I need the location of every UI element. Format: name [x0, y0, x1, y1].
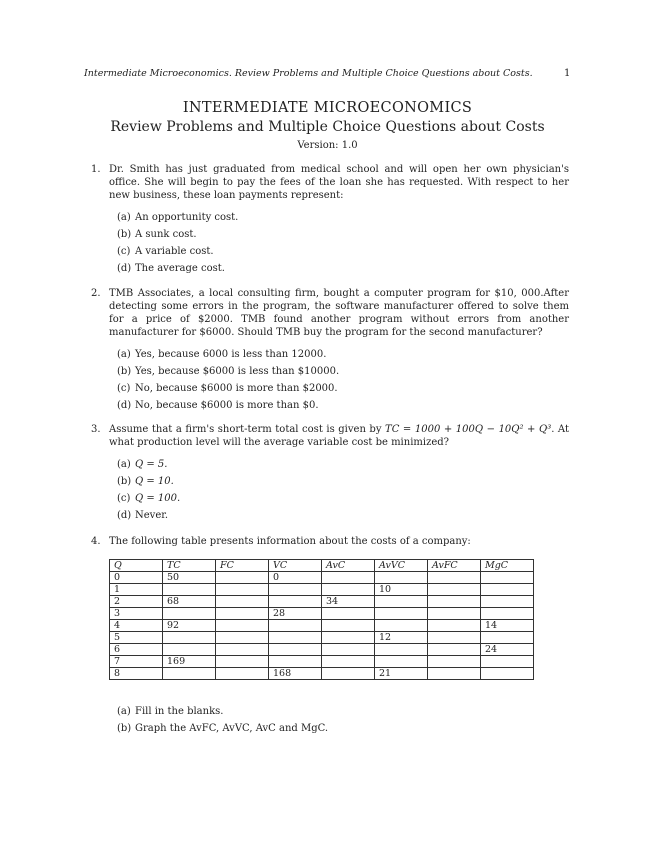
- question-number: 3.: [91, 424, 101, 435]
- option-a: (a) Fill in the blanks.: [117, 706, 224, 717]
- option-b: (b) Yes, because $6000 is less than $10000.: [117, 366, 340, 377]
- table-cell: [481, 596, 534, 608]
- table-cell: [481, 656, 534, 668]
- header-mgc: MgC: [481, 560, 534, 572]
- option-d: (d) The average cost.: [117, 263, 225, 274]
- table-cell: 168: [269, 668, 322, 680]
- table-cell: 0: [269, 572, 322, 584]
- table-cell: [428, 632, 481, 644]
- table-cell: 6: [110, 644, 163, 656]
- header-fc: FC: [216, 560, 269, 572]
- table-cell: 50: [163, 572, 216, 584]
- question-text: Dr. Smith has just graduated from medical school and will open her own physician's office. She will begin to pay the fees of the loan she has requested. With respect to her new business, these loan payments represent:: [109, 164, 569, 201]
- question-text: Assume that a firm's short-term total cost is given by TC = 1000 + 100Q − 10Q² + Q³. At what production level will the average variable cost be minimized?: [109, 424, 570, 448]
- option-list: [117, 703, 569, 737]
- table-row: [110, 620, 534, 632]
- table-cell: [428, 620, 481, 632]
- table-cell: [375, 656, 428, 668]
- version-label: Version: 1.0: [297, 140, 358, 151]
- table-cell: [269, 596, 322, 608]
- table-cell: 0: [110, 572, 163, 584]
- option-d: (d) No, because $6000 is more than $0.: [117, 400, 319, 411]
- table-cell: [163, 644, 216, 656]
- question-text: TMB Associates, a local consulting firm, bought a computer program for $10, 000.After detecting some errors in the program, the software manufacturer offered to solve them for a price of $2000. TMB found another program without errors from another manufacturer for $6000. Should TMB buy the program for the second manufacturer?: [109, 288, 569, 338]
- table-cell: [269, 632, 322, 644]
- table-cell: 68: [163, 596, 216, 608]
- table-cell: 92: [163, 620, 216, 632]
- table-cell: [322, 668, 375, 680]
- table-cell: [269, 620, 322, 632]
- table-row: [110, 608, 534, 620]
- table-cell: [322, 572, 375, 584]
- table-cell: 12: [375, 632, 428, 644]
- table-cell: [163, 632, 216, 644]
- question-2: [93, 287, 569, 414]
- table-cell: [216, 584, 269, 596]
- question-4: [93, 535, 569, 548]
- table-cell: 14: [481, 620, 534, 632]
- question-text: The following table presents information about the costs of a company:: [109, 536, 471, 547]
- table-cell: [428, 596, 481, 608]
- running-head: Intermediate Microeconomics. Review Problems and Multiple Choice Questions about Costs.: [84, 68, 533, 79]
- option-d: (d) Never.: [117, 510, 169, 521]
- table-cell: [216, 656, 269, 668]
- table-cell: [481, 584, 534, 596]
- table-cell: [269, 584, 322, 596]
- table-cell: [163, 668, 216, 680]
- table-cell: [322, 644, 375, 656]
- table-cell: [375, 572, 428, 584]
- table-cell: [481, 608, 534, 620]
- table-cell: [163, 584, 216, 596]
- table-cell: [216, 620, 269, 632]
- table-cell: [322, 620, 375, 632]
- option-c: (c) A variable cost.: [117, 246, 214, 257]
- header-avvc: AvVC: [375, 560, 428, 572]
- table-cell: [375, 608, 428, 620]
- table-cell: [428, 572, 481, 584]
- question-number: 4.: [91, 536, 101, 547]
- table-header-row: [110, 560, 534, 572]
- table-cell: [322, 584, 375, 596]
- header-vc: VC: [269, 560, 322, 572]
- table-row: [110, 572, 534, 584]
- table-cell: 3: [110, 608, 163, 620]
- option-b: (b) A sunk cost.: [117, 229, 197, 240]
- table-cell: 7: [110, 656, 163, 668]
- table-row: [110, 668, 534, 680]
- table-cell: [481, 668, 534, 680]
- title-block: [0, 99, 655, 154]
- table-cell: [216, 644, 269, 656]
- table-cell: [216, 632, 269, 644]
- table-row: [110, 584, 534, 596]
- table-row: [110, 656, 534, 668]
- table-cell: [322, 608, 375, 620]
- option-c: (c) No, because $6000 is more than $2000.: [117, 383, 338, 394]
- option-list: [117, 456, 569, 524]
- option-list: [117, 209, 569, 277]
- table-cell: [216, 608, 269, 620]
- table-cell: [375, 644, 428, 656]
- option-c: (c) Q = 100.: [117, 493, 181, 504]
- table-cell: 28: [269, 608, 322, 620]
- table-row: [110, 644, 534, 656]
- table-cell: [481, 572, 534, 584]
- table-cell: 169: [163, 656, 216, 668]
- table-cell: 2: [110, 596, 163, 608]
- table-cell: [322, 632, 375, 644]
- option-a: (a) An opportunity cost.: [117, 212, 239, 223]
- header-tc: TC: [163, 560, 216, 572]
- table-cell: [428, 656, 481, 668]
- table-cell: [428, 584, 481, 596]
- question-number: 1.: [91, 164, 101, 175]
- table-cell: 34: [322, 596, 375, 608]
- table-cell: [375, 596, 428, 608]
- document-title: INTERMEDIATE MICROECONOMICS: [182, 100, 473, 116]
- table-cell: [375, 620, 428, 632]
- table-cell: 10: [375, 584, 428, 596]
- table-cell: [428, 668, 481, 680]
- header-avfc: AvFC: [428, 560, 481, 572]
- cost-table: [109, 559, 534, 680]
- table-cell: 8: [110, 668, 163, 680]
- question-3: [93, 423, 569, 524]
- option-a: (a) Q = 5.: [117, 459, 168, 470]
- table-cell: [481, 632, 534, 644]
- header-q: Q: [110, 560, 163, 572]
- cost-formula: TC = 1000 + 100Q − 10Q² + Q³: [385, 424, 552, 435]
- header-avc: AvC: [322, 560, 375, 572]
- document-subtitle: Review Problems and Multiple Choice Questions about Costs: [110, 119, 545, 135]
- table-cell: [269, 656, 322, 668]
- question-1: [93, 163, 569, 277]
- table-cell: [163, 608, 216, 620]
- table-cell: [216, 572, 269, 584]
- table-row: [110, 596, 534, 608]
- question-number: 2.: [91, 288, 101, 299]
- table-cell: 1: [110, 584, 163, 596]
- option-a: (a) Yes, because 6000 is less than 12000.: [117, 349, 327, 360]
- table-cell: [428, 608, 481, 620]
- table-cell: [216, 596, 269, 608]
- page-number: 1: [564, 68, 571, 79]
- table-row: [110, 632, 534, 644]
- table-cell: 24: [481, 644, 534, 656]
- table-cell: [216, 668, 269, 680]
- question-4-tasks: [93, 703, 569, 737]
- table-cell: 21: [375, 668, 428, 680]
- table-cell: 5: [110, 632, 163, 644]
- option-b: (b) Graph the AvFC, AvVC, AvC and MgC.: [117, 723, 329, 734]
- table-cell: [428, 644, 481, 656]
- table-body: [110, 572, 534, 680]
- option-b: (b) Q = 10.: [117, 476, 174, 487]
- table-cell: [269, 644, 322, 656]
- table-cell: [322, 656, 375, 668]
- table-cell: 4: [110, 620, 163, 632]
- option-list: [117, 346, 569, 414]
